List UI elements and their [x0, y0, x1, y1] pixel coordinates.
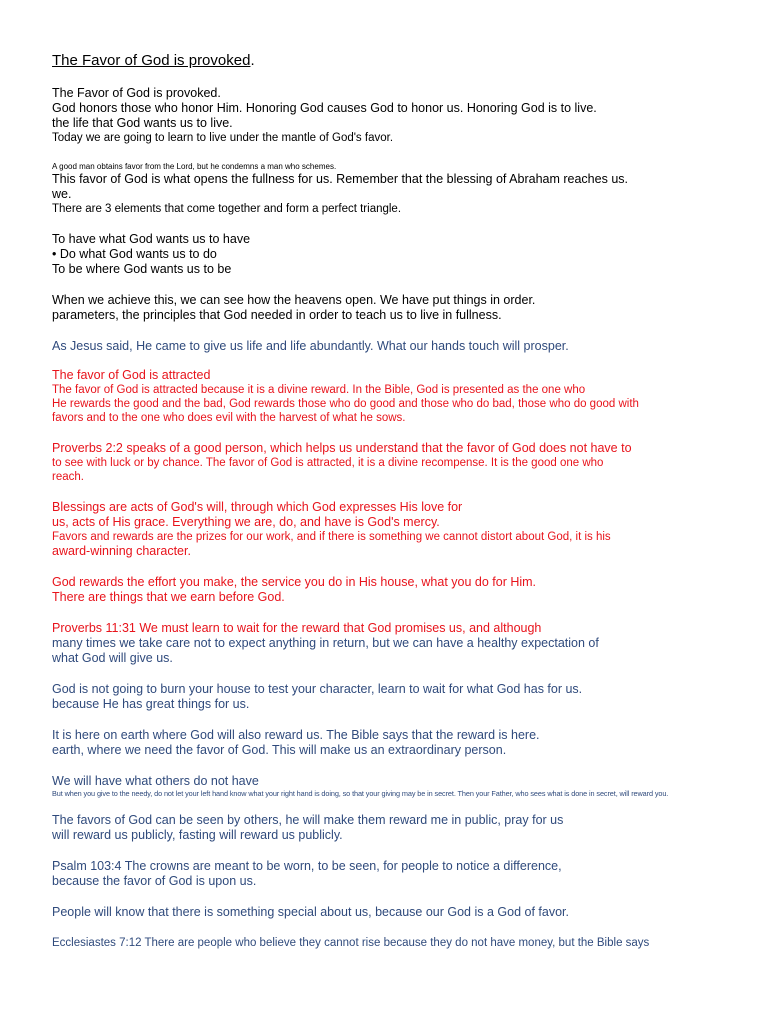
paragraph-line: To have what God wants us to have [52, 232, 251, 246]
paragraph [52, 86, 764, 145]
paragraph-line: Favors and rewards are the prizes for our work, and if there is something we cannot distort about God, it is his [52, 531, 611, 543]
paragraph-line: reach. [52, 471, 84, 483]
paragraph-line: Proverbs 2:2 speaks of a good person, which helps us understand that the favor of God does not have to [52, 441, 632, 455]
paragraph [52, 441, 764, 484]
paragraph-line: There are 3 elements that come together and form a perfect triangle. [52, 203, 402, 215]
paragraph [52, 339, 764, 354]
paragraph [52, 293, 764, 323]
paragraph-line: When we achieve this, we can see how the heavens open. We have put things in order. [52, 293, 536, 307]
paragraph-line: • Do what God wants us to do [52, 247, 217, 261]
paragraph-line: Ecclesiastes 7:12 There are people who believe they cannot rise because they do not have money, but the Bible says [52, 937, 650, 949]
paragraph [52, 161, 764, 216]
paragraph [52, 621, 764, 666]
document-body [52, 86, 764, 950]
paragraph [52, 232, 764, 277]
paragraph-line: A good man obtains favor from the Lord, but he condemns a man who schemes. [52, 162, 337, 171]
paragraph-line: To be where God wants us to be [52, 262, 232, 276]
paragraph-line: We will have what others do not have [52, 774, 259, 788]
paragraph-line: There are things that we earn before God. [52, 590, 285, 604]
paragraph-line: earth, where we need the favor of God. This will make us an extraordinary person. [52, 743, 507, 757]
paragraph-line: because the favor of God is upon us. [52, 874, 257, 888]
paragraph-line: the life that God wants us to live. [52, 116, 233, 130]
paragraph-line: favors and to the one who does evil with the harvest of what he sows. [52, 412, 406, 424]
paragraph-line: we. [52, 187, 72, 201]
paragraph-line: He rewards the good and the bad, God rewards those who do good and those who do bad, those who do good with [52, 398, 639, 410]
paragraph-line: The favors of God can be seen by others, he will make them reward me in public, pray for us [52, 813, 564, 827]
document-title [52, 52, 764, 70]
paragraph-line: Psalm 103:4 The crowns are meant to be worn, to be seen, for people to notice a difference, [52, 859, 562, 873]
paragraph [52, 500, 764, 559]
paragraph [52, 774, 764, 799]
paragraph-line: Blessings are acts of God's will, through which God expresses His love for [52, 500, 463, 514]
paragraph [52, 905, 764, 920]
paragraph-line: God honors those who honor Him. Honoring God causes God to honor us. Honoring God is to live. [52, 101, 597, 115]
paragraph-line: But when you give to the needy, do not let your left hand know what your right hand is doing, so that your giving may be in secret. Then your Father, who sees what is done in secret, will reward you. [52, 789, 669, 798]
paragraph-line: People will know that there is something special about us, because our God is a God of favor. [52, 905, 569, 919]
paragraph-line: The Favor of God is provoked. [52, 86, 221, 100]
paragraph [52, 682, 764, 712]
document-title-suffix: . [250, 52, 255, 69]
paragraph-line: us, acts of His grace. Everything we are, do, and have is God's mercy. [52, 515, 440, 529]
paragraph-line: many times we take care not to expect anything in return, but we can have a healthy expectation of [52, 636, 599, 650]
paragraph [52, 813, 764, 843]
paragraph-line: will reward us publicly, fasting will reward us publicly. [52, 828, 343, 842]
paragraph [52, 575, 764, 605]
paragraph-line: parameters, the principles that God needed in order to teach us to live in fullness. [52, 308, 502, 322]
document-title-underlined: The Favor of God is provoked [52, 52, 251, 69]
paragraph [52, 936, 764, 950]
paragraph-line: This favor of God is what opens the fullness for us. Remember that the blessing of Abraham reaches us. [52, 172, 628, 186]
paragraph-line: what God will give us. [52, 651, 173, 665]
paragraph-line: God rewards the effort you make, the service you do in His house, what you do for Him. [52, 575, 537, 589]
paragraph-line: because He has great things for us. [52, 697, 250, 711]
document-page [52, 52, 764, 950]
paragraph-line: to see with luck or by chance. The favor of God is attracted, it is a divine recompense. It is the good one who [52, 457, 604, 469]
paragraph [52, 859, 764, 889]
paragraph-line: The favor of God is attracted [52, 368, 211, 382]
paragraph-line: Proverbs 11:31 We must learn to wait for the reward that God promises us, and although [52, 621, 542, 635]
paragraph-line: award-winning character. [52, 544, 191, 558]
paragraph-line: It is here on earth where God will also reward us. The Bible says that the reward is here. [52, 728, 540, 742]
paragraph [52, 728, 764, 758]
paragraph-line: God is not going to burn your house to test your character, learn to wait for what God has for us. [52, 682, 583, 696]
paragraph-line: As Jesus said, He came to give us life and life abundantly. What our hands touch will prosper. [52, 339, 569, 353]
paragraph [52, 368, 764, 425]
paragraph-line: The favor of God is attracted because it is a divine reward. In the Bible, God is presented as the one who [52, 384, 586, 396]
paragraph-line: Today we are going to learn to live under the mantle of God's favor. [52, 132, 394, 144]
